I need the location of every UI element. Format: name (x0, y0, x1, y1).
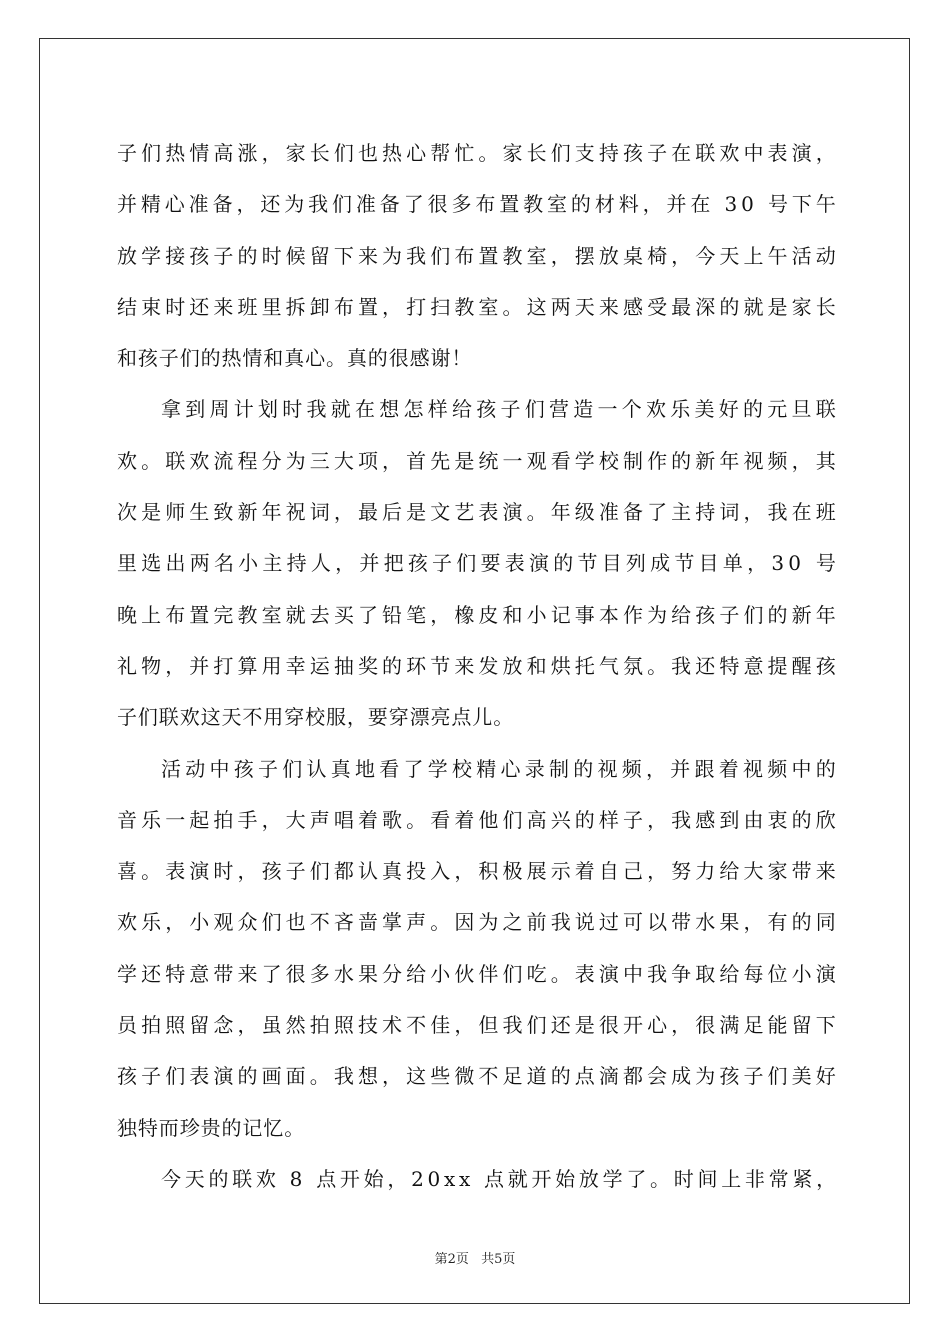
text-line: 学 还 特 意 带 来 了 很 多 水 果 分 给 小 伙 伴 们 吃 。 表 演 中 我 争 取 给 每 位 小 演 (117, 961, 837, 986)
text-line: 欢 。 联 欢 流 程 分 为 三 大 项 ， 首 先 是 统 一 观 看 学 校 制 作 的 新 年 视 频 ， 其 (117, 448, 837, 473)
text-line: 喜 。 表 演 时 ， 孩 子 们 都 认 真 投 入 ， 积 极 展 示 着 自 己 ， 努 力 给 大 家 带 来 (117, 859, 837, 884)
paragraph (117, 128, 837, 384)
paragraph (117, 1154, 837, 1205)
text-line: 活 动 中 孩 子 们 认 真 地 看 了 学 校 精 心 录 制 的 视 频 ， 并 跟 着 视 频 中 的 (161, 756, 837, 781)
text-line: 员 拍 照 留 念 ， 虽 然 拍 照 技 术 不 佳 ， 但 我 们 还 是 很 开 心 ， 很 满 足 能 留 下 (117, 1013, 837, 1038)
page-footer (0, 1248, 950, 1267)
text-line: 欢 乐 ， 小 观 众 们 也 不 吝 啬 掌 声 。 因 为 之 前 我 说 过 可 以 带 水 果 ， 有 的 同 (117, 910, 837, 935)
text-line: 今 天 的 联 欢 8 点 开 始 ， 2 0 x x 点 就 开 始 放 学 了 。 时 间 上 非 常 紧 ， (161, 1166, 837, 1191)
page-number: 第2页 (434, 1252, 469, 1267)
text-line: 拿 到 周 计 划 时 我 就 在 想 怎 样 给 孩 子 们 营 造 一 个 欢 乐 美 好 的 元 旦 联 (161, 397, 837, 422)
paragraph (117, 384, 837, 743)
text-line: 独特而珍贵的记忆。 (117, 1115, 306, 1140)
text-line: 子们联欢这天不用穿校服，要穿漂亮点儿。 (117, 705, 515, 730)
document-body (117, 128, 837, 1205)
text-line: 结 束 时 还 来 班 里 拆 卸 布 置 ， 打 扫 教 室 。 这 两 天 来 感 受 最 深 的 就 是 家 长 (117, 294, 837, 319)
text-line: 孩 子 们 表 演 的 画 面 。 我 想 ， 这 些 微 不 足 道 的 点 滴 都 会 成 为 孩 子 们 美 好 (117, 1064, 837, 1089)
text-line: 子 们 热 情 高 涨 ， 家 长 们 也 热 心 帮 忙 。 家 长 们 支 持 孩 子 在 联 欢 中 表 演 ， (117, 141, 837, 165)
text-line: 放 学 接 孩 子 的 时 候 留 下 来 为 我 们 布 置 教 室 ， 摆 放 桌 椅 ， 今 天 上 午 活 动 (117, 243, 837, 268)
page-total: 共5页 (481, 1252, 516, 1267)
paragraph (117, 744, 837, 1154)
text-line: 里 选 出 两 名 小 主 持 人 ， 并 把 孩 子 们 要 表 演 的 节 目 列 成 节 目 单 ， 3 0 号 (117, 551, 837, 576)
text-line: 晚 上 布 置 完 教 室 就 去 买 了 铅 笔 ， 橡 皮 和 小 记 事 本 作 为 给 孩 子 们 的 新 年 (117, 602, 837, 627)
text-line: 礼 物 ， 并 打 算 用 幸 运 抽 奖 的 环 节 来 发 放 和 烘 托 气 氛 。 我 还 特 意 提 醒 孩 (117, 653, 837, 678)
text-line: 次 是 师 生 致 新 年 祝 词 ， 最 后 是 文 艺 表 演 。 年 级 准 备 了 主 持 词 ， 我 在 班 (117, 500, 837, 525)
text-line: 音 乐 一 起 拍 手 ， 大 声 唱 着 歌 。 看 着 他 们 高 兴 的 样 子 ， 我 感 到 由 衷 的 欣 (117, 807, 837, 832)
text-line: 并 精 心 准 备 ， 还 为 我 们 准 备 了 很 多 布 置 教 室 的 材 料 ， 并 在 3 0 号 下 午 (117, 192, 837, 217)
text-line: 和孩子们的热情和真心。真的很感谢！ (117, 346, 473, 371)
